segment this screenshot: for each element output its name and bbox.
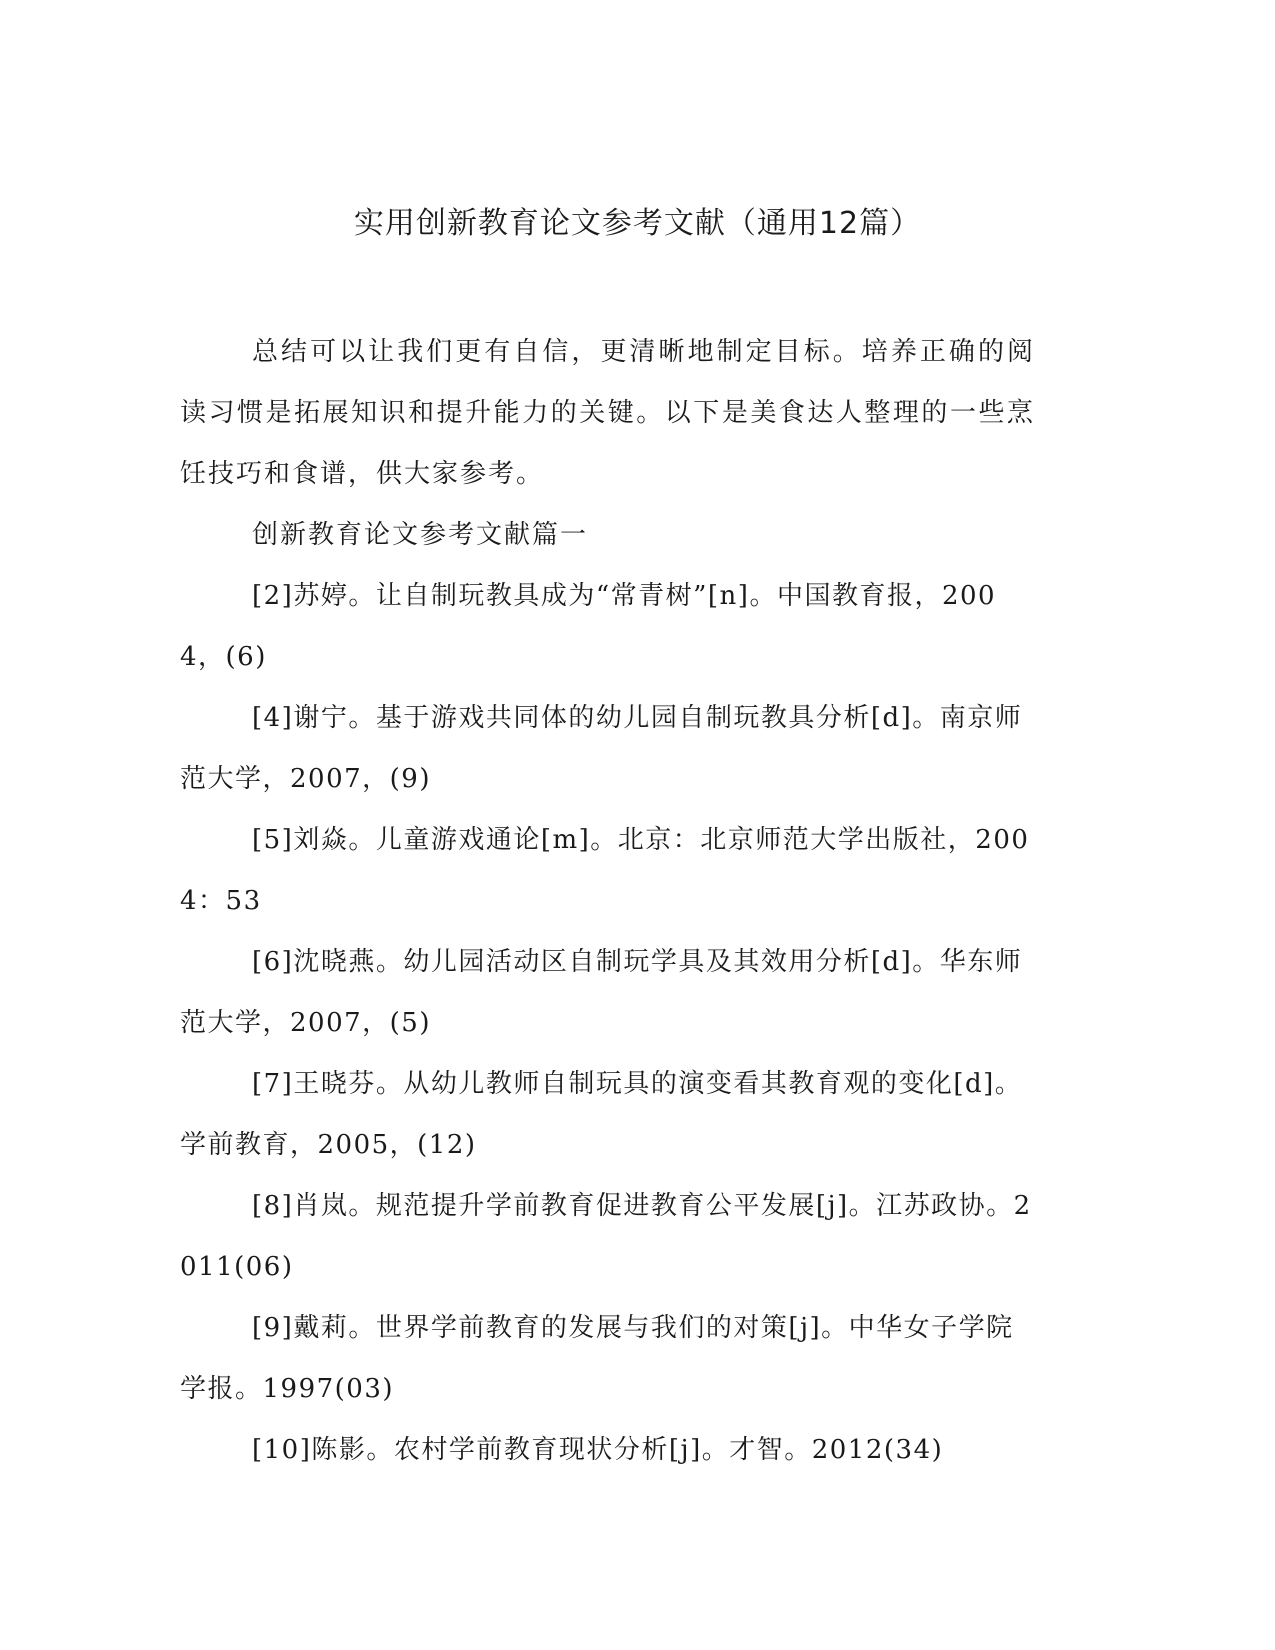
reference-item: [7]王晓芬。从幼儿教师自制玩具的演变看其教育观的变化[d]。学前教育，2005，(12) [180,1069,1023,1160]
intro-paragraph: 总结可以让我们更有自信，更清晰地制定目标。培养正确的阅读习惯是拓展知识和提升能力的关键。以下是美食达人整理的一些烹饪技巧和食谱，供大家参考。 [180,337,1035,489]
reference-item: [5]刘焱。儿童游戏通论[m]。北京：北京师范大学出版社，2004：53 [180,825,1030,916]
reference-item: [2]苏婷。让自制玩教具成为“常青树”[n]。中国教育报，2004，(6) [180,581,997,672]
document-body [180,322,1035,1481]
document-title: 实用创新教育论文参考文献（通用12篇） [353,206,922,241]
reference-item: [8]肖岚。规范提升学前教育促进教育公平发展[j]。江苏政协。2011(06) [180,1191,1032,1282]
section-heading: 创新教育论文参考文献篇一 [252,520,589,550]
reference-item: [4]谢宁。基于游戏共同体的幼儿园自制玩教具分析[d]。南京师范大学，2007，(9) [180,703,1023,794]
reference-item: [10]陈影。农村学前教育现状分析[j]。才智。2012(34) [252,1435,944,1465]
reference-item: [6]沈晓燕。幼儿园活动区自制玩学具及其效用分析[d]。华东师范大学，2007，(5) [180,947,1023,1038]
reference-item: [9]戴莉。世界学前教育的发展与我们的对策[j]。中华女子学院学报。1997(03) [180,1313,1014,1404]
